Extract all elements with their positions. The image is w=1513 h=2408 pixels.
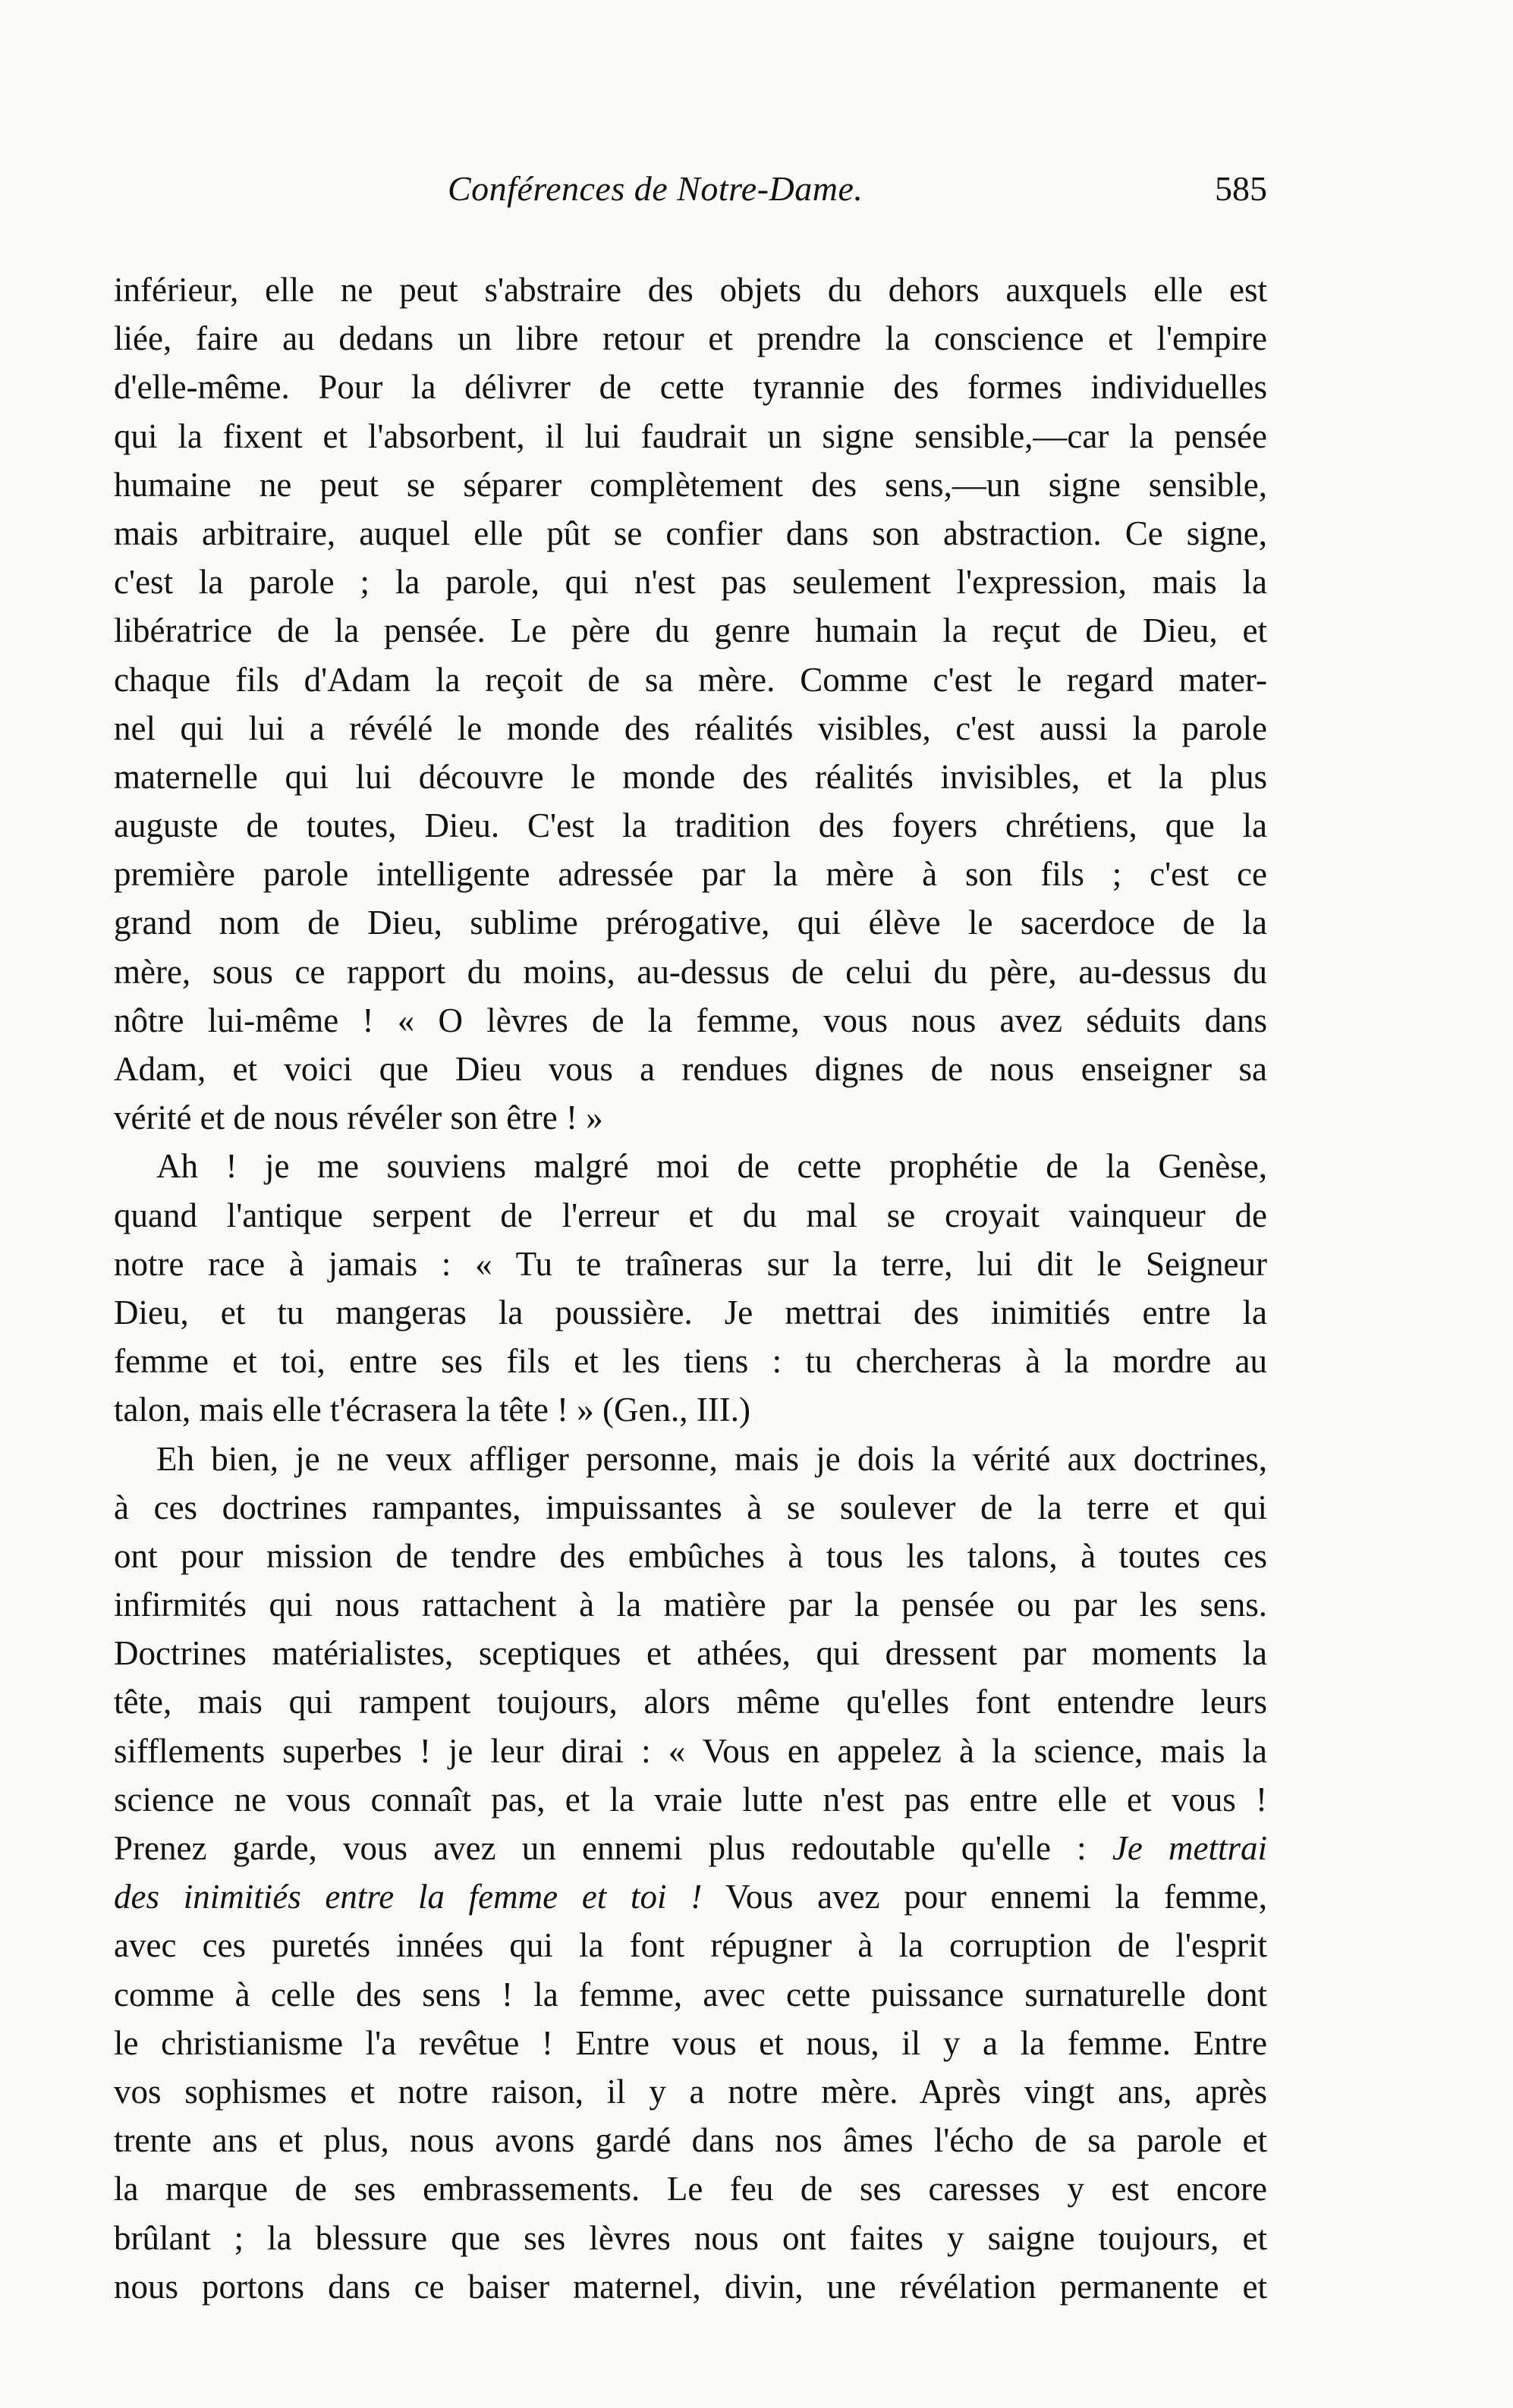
line-segment: Prenez garde, vous avez un ennemi plus redoutable qu'elle : [114,1829,1087,1867]
page-number: 585 [1215,169,1267,208]
text-line: infirmités qui nous rattachent à la matière par la pensée ou par les sens. [114,1586,1267,1624]
text-line: sifflements superbes ! je leur dirai : « Vous en appelez à la science, mais la [114,1731,1267,1770]
text-line [114,1824,1267,1872]
text-line: Eh bien, je ne veux affliger personne, mais je dois la vérité aux doctrines, [156,1439,1267,1478]
text-line: mais arbitraire, auquel elle pût se confier dans son abstraction. Ce signe, [114,514,1267,552]
text-line: nous portons dans ce baiser maternel, divin, une révélation permanente et [114,2267,1267,2306]
page-header [114,168,1267,222]
text-line: chaque fils d'Adam la reçoit de sa mère. Comme c'est le regard mater- [114,660,1267,699]
text-line: comme à celle des sens ! la femme, avec cette puissance surnaturelle dont [114,1975,1267,2013]
text-line: auguste de toutes, Dieu. C'est la tradition des foyers chrétiens, que la [114,806,1267,845]
body-text [114,266,1267,2311]
text-line: Doctrines matérialistes, sceptiques et athées, qui dressent par moments la [114,1634,1267,1673]
text-line: d'elle-même. Pour la délivrer de cette tyrannie des formes individuelles [114,368,1267,407]
text-line: nôtre lui-même ! « O lèvres de la femme, vous nous avez séduits dans [114,1001,1267,1039]
text-line: femme et toi, entre ses fils et les tiens : tu chercheras à la mordre au [114,1342,1267,1381]
text-line: libératrice de la pensée. Le père du genre humain la reçut de Dieu, et [114,611,1267,650]
text-line: quand l'antique serpent de l'erreur et du mal se croyait vainqueur de [114,1196,1267,1234]
text-line: science ne vous connaît pas, et la vraie lutte n'est pas entre elle et vous ! [114,1780,1267,1819]
text-line: Ah ! je me souviens malgré moi de cette prophétie de la Genèse, [156,1147,1267,1186]
text-line: première parole intelligente adressée par la mère à son fils ; c'est ce [114,855,1267,894]
text-line: mère, sous ce rapport du moins, au-dessus de celui du père, au-dessus du [114,952,1267,991]
text-line: Adam, et voici que Dieu vous a rendues dignes de nous enseigner sa [114,1050,1267,1088]
text-line: avec ces puretés innées qui la font répugner à la corruption de l'esprit [114,1926,1267,1965]
text-line: nel qui lui a révélé le monde des réalités visibles, c'est aussi la parole [114,709,1267,747]
text-line: vos sophismes et notre raison, il y a notre mère. Après vingt ans, après [114,2072,1267,2111]
italic-segment: des inimitiés entre la femme et toi ! [114,1878,703,1916]
text-line: Dieu, et tu mangeras la poussière. Je mettrai des inimitiés entre la [114,1293,1267,1331]
text-line: vérité et de nous révéler son être ! » [114,1099,603,1137]
text-line [114,1872,1267,1921]
running-title: Conférences de Notre-Dame. [448,169,863,208]
text-line: brûlant ; la blessure que ses lèvres nous ont faites y saigne toujours, et [114,2218,1267,2257]
text-line: ont pour mission de tendre des embûches à tous les talons, à toutes ces [114,1536,1267,1575]
text-line: c'est la parole ; la parole, qui n'est pas seulement l'expression, mais la [114,563,1267,602]
text-line: à ces doctrines rampantes, impuissantes à se soulever de la terre et qui [114,1488,1267,1526]
text-line: liée, faire au dedans un libre retour et prendre la conscience et l'empire [114,319,1267,358]
text-line: tête, mais qui rampent toujours, alors même qu'elles font entendre leurs [114,1683,1267,1721]
text-line: notre race à jamais : « Tu te traîneras sur la terre, lui dit le Seigneur [114,1244,1267,1283]
text-line: maternelle qui lui découvre le monde des réalités invisibles, et la plus [114,757,1267,796]
text-line: grand nom de Dieu, sublime prérogative, qui élève le sacerdoce de la [114,904,1267,942]
text-line: humaine ne peut se séparer complètement des sens,—un signe sensible, [114,465,1267,504]
text-line: inférieur, elle ne peut s'abstraire des objets du dehors auxquels elle est [114,271,1267,309]
text-line: qui la fixent et l'absorbent, il lui faudrait un signe sensible,—car la pensée [114,417,1267,455]
text-line: le christianisme l'a revêtue ! Entre vous et nous, il y a la femme. Entre [114,2023,1267,2062]
text-line: trente ans et plus, nous avons gardé dans nos âmes l'écho de sa parole et [114,2121,1267,2160]
text-line: talon, mais elle t'écrasera la tête ! » (Gen., III.) [114,1391,750,1429]
line-segment: Vous avez pour ennemi la femme, [725,1878,1267,1916]
italic-segment: Je mettrai [1112,1829,1267,1867]
text-line: la marque de ses embrassements. Le feu de ses caresses y est encore [114,2170,1267,2208]
